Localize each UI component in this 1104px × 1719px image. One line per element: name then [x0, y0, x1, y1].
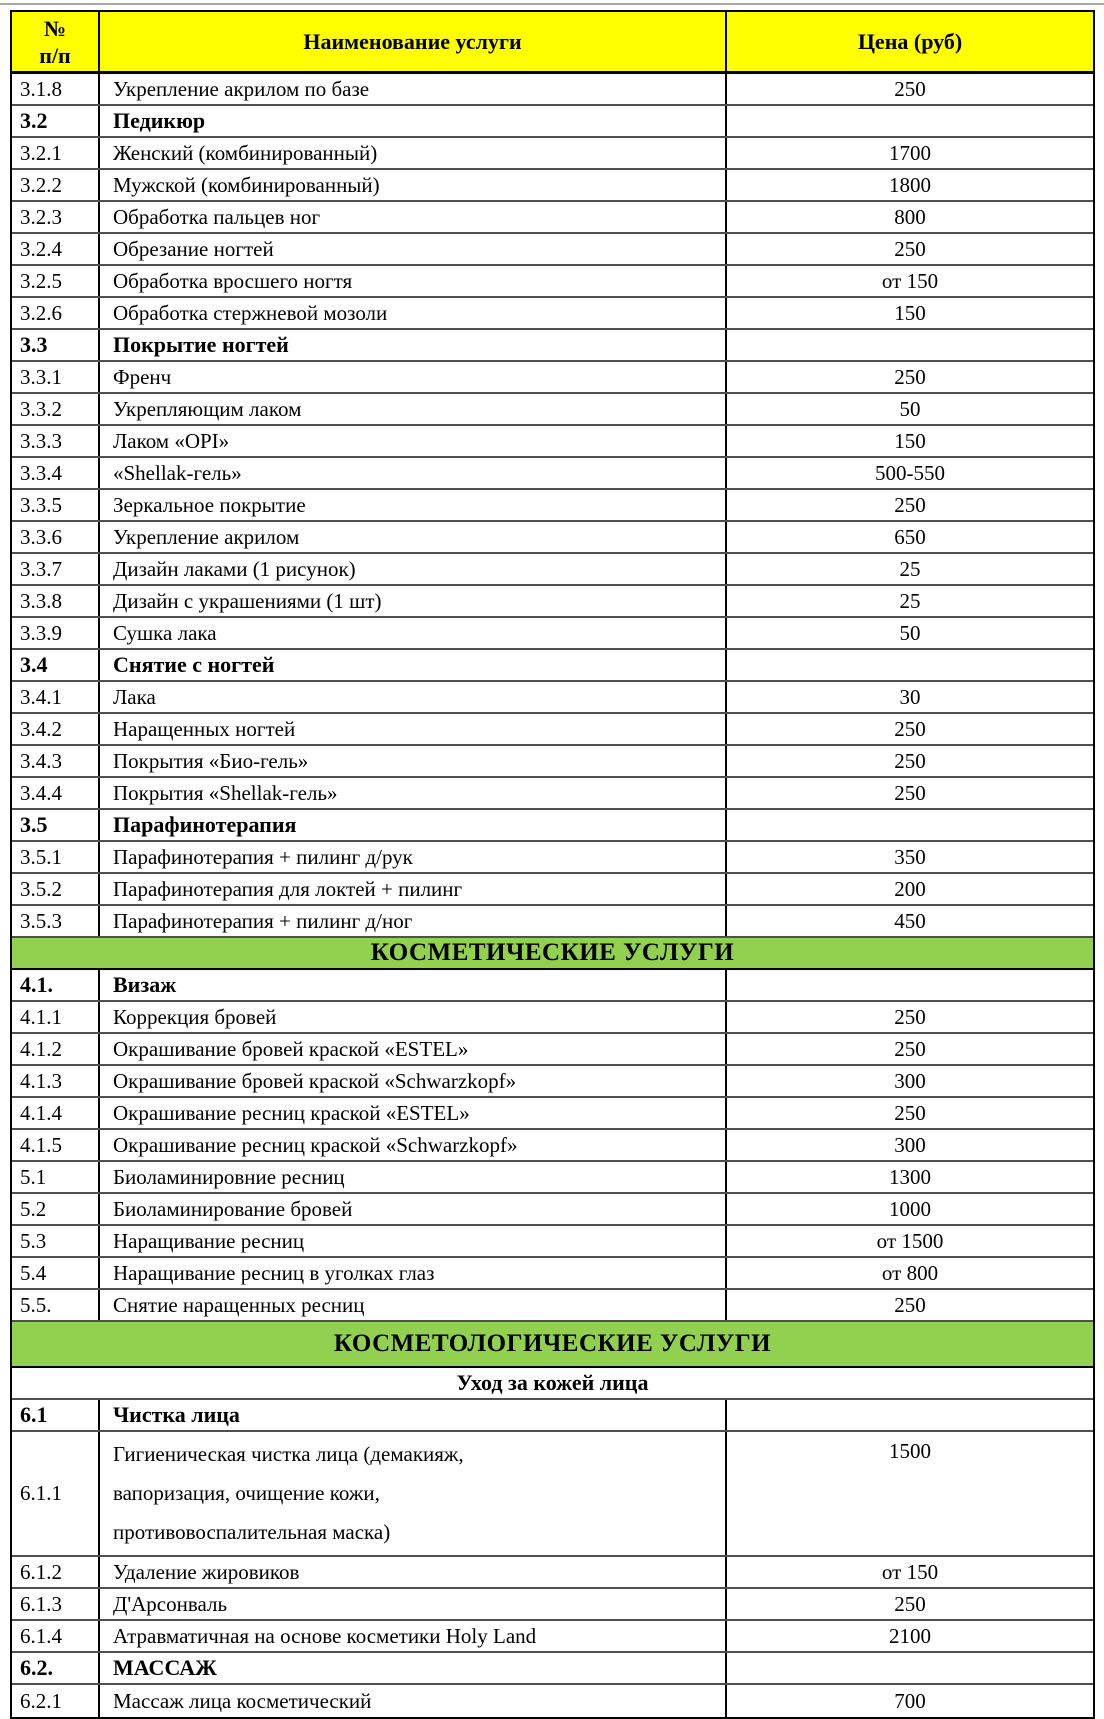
- service-price: [727, 650, 1093, 680]
- header-price-label: Цена (руб): [857, 28, 963, 54]
- table-row: [12, 234, 1093, 266]
- table-row: [12, 490, 1093, 522]
- service-price: 300: [894, 1132, 926, 1157]
- service-name: Парафинотерапия: [100, 810, 727, 840]
- service-price: от 150: [881, 1559, 939, 1584]
- service-name: Окрашивание бровей краской «ESTEL»: [100, 1034, 727, 1064]
- service-price: 250: [894, 1591, 926, 1616]
- service-price: 250: [894, 364, 926, 389]
- row-number: 3.5: [12, 810, 100, 840]
- table-row: [12, 586, 1093, 618]
- table-row: [12, 426, 1093, 458]
- service-name: Парафинотерапия для локтей + пилинг: [100, 874, 727, 904]
- service-name-line: вапоризация, очищение кожи,: [113, 1481, 380, 1505]
- service-name: Биоламинировние ресниц: [100, 1162, 727, 1192]
- service-price: 250: [894, 1036, 926, 1061]
- service-name: Педикюр: [100, 106, 727, 136]
- row-number: 4.1.3: [12, 1066, 100, 1096]
- service-price: [727, 1400, 1093, 1430]
- service-price: 250: [894, 1292, 926, 1317]
- service-price: от 1500: [876, 1228, 944, 1253]
- service-name: Д'Арсонваль: [100, 1589, 727, 1619]
- service-name: Атравматичная на основе косметики Holy Land: [100, 1621, 727, 1651]
- table-row: [12, 906, 1093, 938]
- group-row: [12, 330, 1093, 362]
- service-price: [727, 106, 1093, 136]
- service-price: 1500: [889, 1439, 931, 1463]
- service-name: Покрытие ногтей: [100, 330, 727, 360]
- row-number: 3.3.7: [12, 554, 100, 584]
- header-service-label: Наименование услуги: [303, 28, 522, 54]
- page-top-rule: [0, 3, 1104, 5]
- table-row: [12, 138, 1093, 170]
- group-row: [12, 1400, 1093, 1432]
- table-row: [12, 362, 1093, 394]
- service-price: [727, 970, 1093, 1000]
- row-number: 3.4.1: [12, 682, 100, 712]
- service-price: 30: [899, 684, 921, 709]
- service-price: 250: [894, 780, 926, 805]
- table-row: [12, 1194, 1093, 1226]
- service-name: Мужской (комбинированный): [100, 170, 727, 200]
- service-name: Дизайн с украшениями (1 шт): [100, 586, 727, 616]
- service-price: 50: [899, 396, 921, 421]
- row-number: 3.2.3: [12, 202, 100, 232]
- header-number-line1: №: [43, 15, 67, 41]
- row-number: 6.1.2: [12, 1557, 100, 1587]
- row-number: 5.2: [12, 1194, 100, 1224]
- row-number: 6.2.1: [12, 1685, 100, 1717]
- row-number: 4.1.: [12, 970, 100, 1000]
- service-price: 25: [899, 556, 921, 581]
- subsection-label: Уход за кожей лица: [456, 1370, 649, 1395]
- table-row: [12, 1034, 1093, 1066]
- table-row: [12, 714, 1093, 746]
- row-number: 3.2.2: [12, 170, 100, 200]
- row-number: 6.1.3: [12, 1589, 100, 1619]
- row-number: 3.5.1: [12, 842, 100, 872]
- table-row: [12, 1557, 1093, 1589]
- service-name: Укрепление акрилом по базе: [100, 74, 727, 104]
- service-name: Окрашивание бровей краской «Schwarzkopf»: [100, 1066, 727, 1096]
- service-price: 1800: [889, 172, 931, 197]
- table-row: [12, 298, 1093, 330]
- table-body: [12, 74, 1093, 1717]
- service-name: Дизайн лаками (1 рисунок): [100, 554, 727, 584]
- row-number: 5.1: [12, 1162, 100, 1192]
- service-name: Окрашивание ресниц краской «ESTEL»: [100, 1098, 727, 1128]
- table-row: [12, 1002, 1093, 1034]
- group-row: [12, 1653, 1093, 1685]
- service-name: Сушка лака: [100, 618, 727, 648]
- table-row: [12, 74, 1093, 106]
- service-price: 200: [894, 876, 926, 901]
- row-number: 4.1.2: [12, 1034, 100, 1064]
- service-name: Обработка стержневой мозоли: [100, 298, 727, 328]
- service-name: Зеркальное покрытие: [100, 490, 727, 520]
- table-row: [12, 1098, 1093, 1130]
- table-row: [12, 778, 1093, 810]
- row-number: 5.5.: [12, 1290, 100, 1320]
- row-number: 3.5.3: [12, 906, 100, 936]
- row-number: 3.4.2: [12, 714, 100, 744]
- service-name: Снятие с ногтей: [100, 650, 727, 680]
- section-header-row: [12, 938, 1093, 970]
- row-number: 3.4.3: [12, 746, 100, 776]
- service-price: [727, 1653, 1093, 1683]
- service-name: Окрашивание ресниц краской «Schwarzkopf»: [100, 1130, 727, 1160]
- service-price: 650: [894, 524, 926, 549]
- service-name: Обрезание ногтей: [100, 234, 727, 264]
- service-name: Наращивание ресниц: [100, 1226, 727, 1256]
- group-row: [12, 970, 1093, 1002]
- service-price: 25: [899, 588, 921, 613]
- row-number: 4.1.5: [12, 1130, 100, 1160]
- service-price: 250: [894, 76, 926, 101]
- service-name-line: Гигиеническая чистка лица (демакияж,: [113, 1442, 464, 1466]
- service-price: 500-550: [875, 460, 945, 485]
- service-price: 700: [894, 1688, 926, 1713]
- service-price: [727, 330, 1093, 360]
- service-name: Обработка вросшего ногтя: [100, 266, 727, 296]
- service-price: 350: [894, 844, 926, 869]
- table-row: [12, 874, 1093, 906]
- table-row: [12, 1621, 1093, 1653]
- table-row: [12, 554, 1093, 586]
- service-name: Наращивание ресниц в уголках глаз: [100, 1258, 727, 1288]
- row-number: 3.3.6: [12, 522, 100, 552]
- row-number: 6.1.4: [12, 1621, 100, 1651]
- table-row: [12, 1066, 1093, 1098]
- service-price: [727, 810, 1093, 840]
- header-col-service: [100, 12, 727, 71]
- service-name: Визаж: [100, 970, 727, 1000]
- table-row: [12, 394, 1093, 426]
- service-name: Коррекция бровей: [100, 1002, 727, 1032]
- row-number: 6.2.: [12, 1653, 100, 1683]
- group-row: [12, 106, 1093, 138]
- service-name: Укрепляющим лаком: [100, 394, 727, 424]
- table-row: [12, 1258, 1093, 1290]
- table-row: [12, 1130, 1093, 1162]
- row-number: 6.1.1: [12, 1432, 100, 1555]
- table-row: [12, 522, 1093, 554]
- service-price: от 150: [881, 268, 939, 293]
- service-name: Покрытия «Shellak-гель»: [100, 778, 727, 808]
- row-number: 5.3: [12, 1226, 100, 1256]
- service-name: Парафинотерапия + пилинг д/ног: [100, 906, 727, 936]
- service-price: 150: [894, 428, 926, 453]
- row-number: 3.2.4: [12, 234, 100, 264]
- service-name: [100, 1432, 727, 1555]
- service-name-line: противовоспалительная маска): [113, 1520, 391, 1544]
- table-row: [12, 842, 1093, 874]
- service-price: 250: [894, 236, 926, 261]
- service-name: Массаж лица косметический: [100, 1685, 727, 1717]
- group-row: [12, 810, 1093, 842]
- service-name: Укрепление акрилом: [100, 522, 727, 552]
- row-number: 3.3.4: [12, 458, 100, 488]
- row-number: 3.3.2: [12, 394, 100, 424]
- service-price: 250: [894, 1100, 926, 1125]
- subsection-row: [12, 1368, 1093, 1400]
- row-number: 4.1.1: [12, 1002, 100, 1032]
- header-number-line2: п/п: [39, 42, 71, 68]
- service-price: 250: [894, 748, 926, 773]
- service-name: Парафинотерапия + пилинг д/рук: [100, 842, 727, 872]
- service-price: 800: [894, 204, 926, 229]
- price-table: [10, 10, 1095, 1719]
- service-name: Женский (комбинированный): [100, 138, 727, 168]
- service-name: МАССАЖ: [100, 1653, 727, 1683]
- service-name: Удаление жировиков: [100, 1557, 727, 1587]
- service-price: 50: [899, 620, 921, 645]
- table-row: [12, 746, 1093, 778]
- row-number: 3.3.3: [12, 426, 100, 456]
- row-number: 6.1: [12, 1400, 100, 1430]
- row-number: 5.4: [12, 1258, 100, 1288]
- table-header-row: [12, 12, 1093, 74]
- row-number: 3.2.1: [12, 138, 100, 168]
- service-name: Лака: [100, 682, 727, 712]
- row-number: 3.4: [12, 650, 100, 680]
- service-name: Лаком «OPI»: [100, 426, 727, 456]
- table-row: [12, 1685, 1093, 1717]
- section-label: КОСМЕТОЛОГИЧЕСКИЕ УСЛУГИ: [333, 1330, 772, 1357]
- table-row: [12, 458, 1093, 490]
- service-price: 2100: [889, 1623, 931, 1648]
- service-name: Снятие наращенных ресниц: [100, 1290, 727, 1320]
- service-name: Наращенных ногтей: [100, 714, 727, 744]
- header-col-price: [727, 12, 1093, 71]
- row-number: 3.3: [12, 330, 100, 360]
- service-name: Покрытия «Био-гель»: [100, 746, 727, 776]
- service-name: Френч: [100, 362, 727, 392]
- section-label: КОСМЕТИЧЕСКИЕ УСЛУГИ: [370, 939, 735, 966]
- row-number: 3.2.5: [12, 266, 100, 296]
- row-number: 3.3.9: [12, 618, 100, 648]
- table-row: [12, 1432, 1093, 1557]
- service-name: Обработка пальцев ног: [100, 202, 727, 232]
- table-row: [12, 1589, 1093, 1621]
- service-price: 250: [894, 716, 926, 741]
- service-price: 450: [894, 908, 926, 933]
- service-price: от 800: [881, 1260, 939, 1285]
- table-row: [12, 266, 1093, 298]
- row-number: 3.4.4: [12, 778, 100, 808]
- service-name: «Shellak-гель»: [100, 458, 727, 488]
- service-price: 1000: [889, 1196, 931, 1221]
- row-number: 4.1.4: [12, 1098, 100, 1128]
- row-number: 3.3.1: [12, 362, 100, 392]
- table-row: [12, 682, 1093, 714]
- section-header-row: [12, 1322, 1093, 1368]
- row-number: 3.3.5: [12, 490, 100, 520]
- row-number: 3.3.8: [12, 586, 100, 616]
- service-price: 150: [894, 300, 926, 325]
- row-number: 3.1.8: [12, 74, 100, 104]
- table-row: [12, 1162, 1093, 1194]
- service-price: 250: [894, 1004, 926, 1029]
- row-number: 3.2.6: [12, 298, 100, 328]
- table-row: [12, 1226, 1093, 1258]
- header-col-number: [12, 12, 100, 71]
- service-price: 1300: [889, 1164, 931, 1189]
- service-price: 250: [894, 492, 926, 517]
- group-row: [12, 650, 1093, 682]
- service-name: Чистка лица: [100, 1400, 727, 1430]
- table-row: [12, 170, 1093, 202]
- table-row: [12, 618, 1093, 650]
- table-row: [12, 1290, 1093, 1322]
- service-name: Биоламинирование бровей: [100, 1194, 727, 1224]
- row-number: 3.5.2: [12, 874, 100, 904]
- service-price: 1700: [889, 140, 931, 165]
- service-price: 300: [894, 1068, 926, 1093]
- table-row: [12, 202, 1093, 234]
- row-number: 3.2: [12, 106, 100, 136]
